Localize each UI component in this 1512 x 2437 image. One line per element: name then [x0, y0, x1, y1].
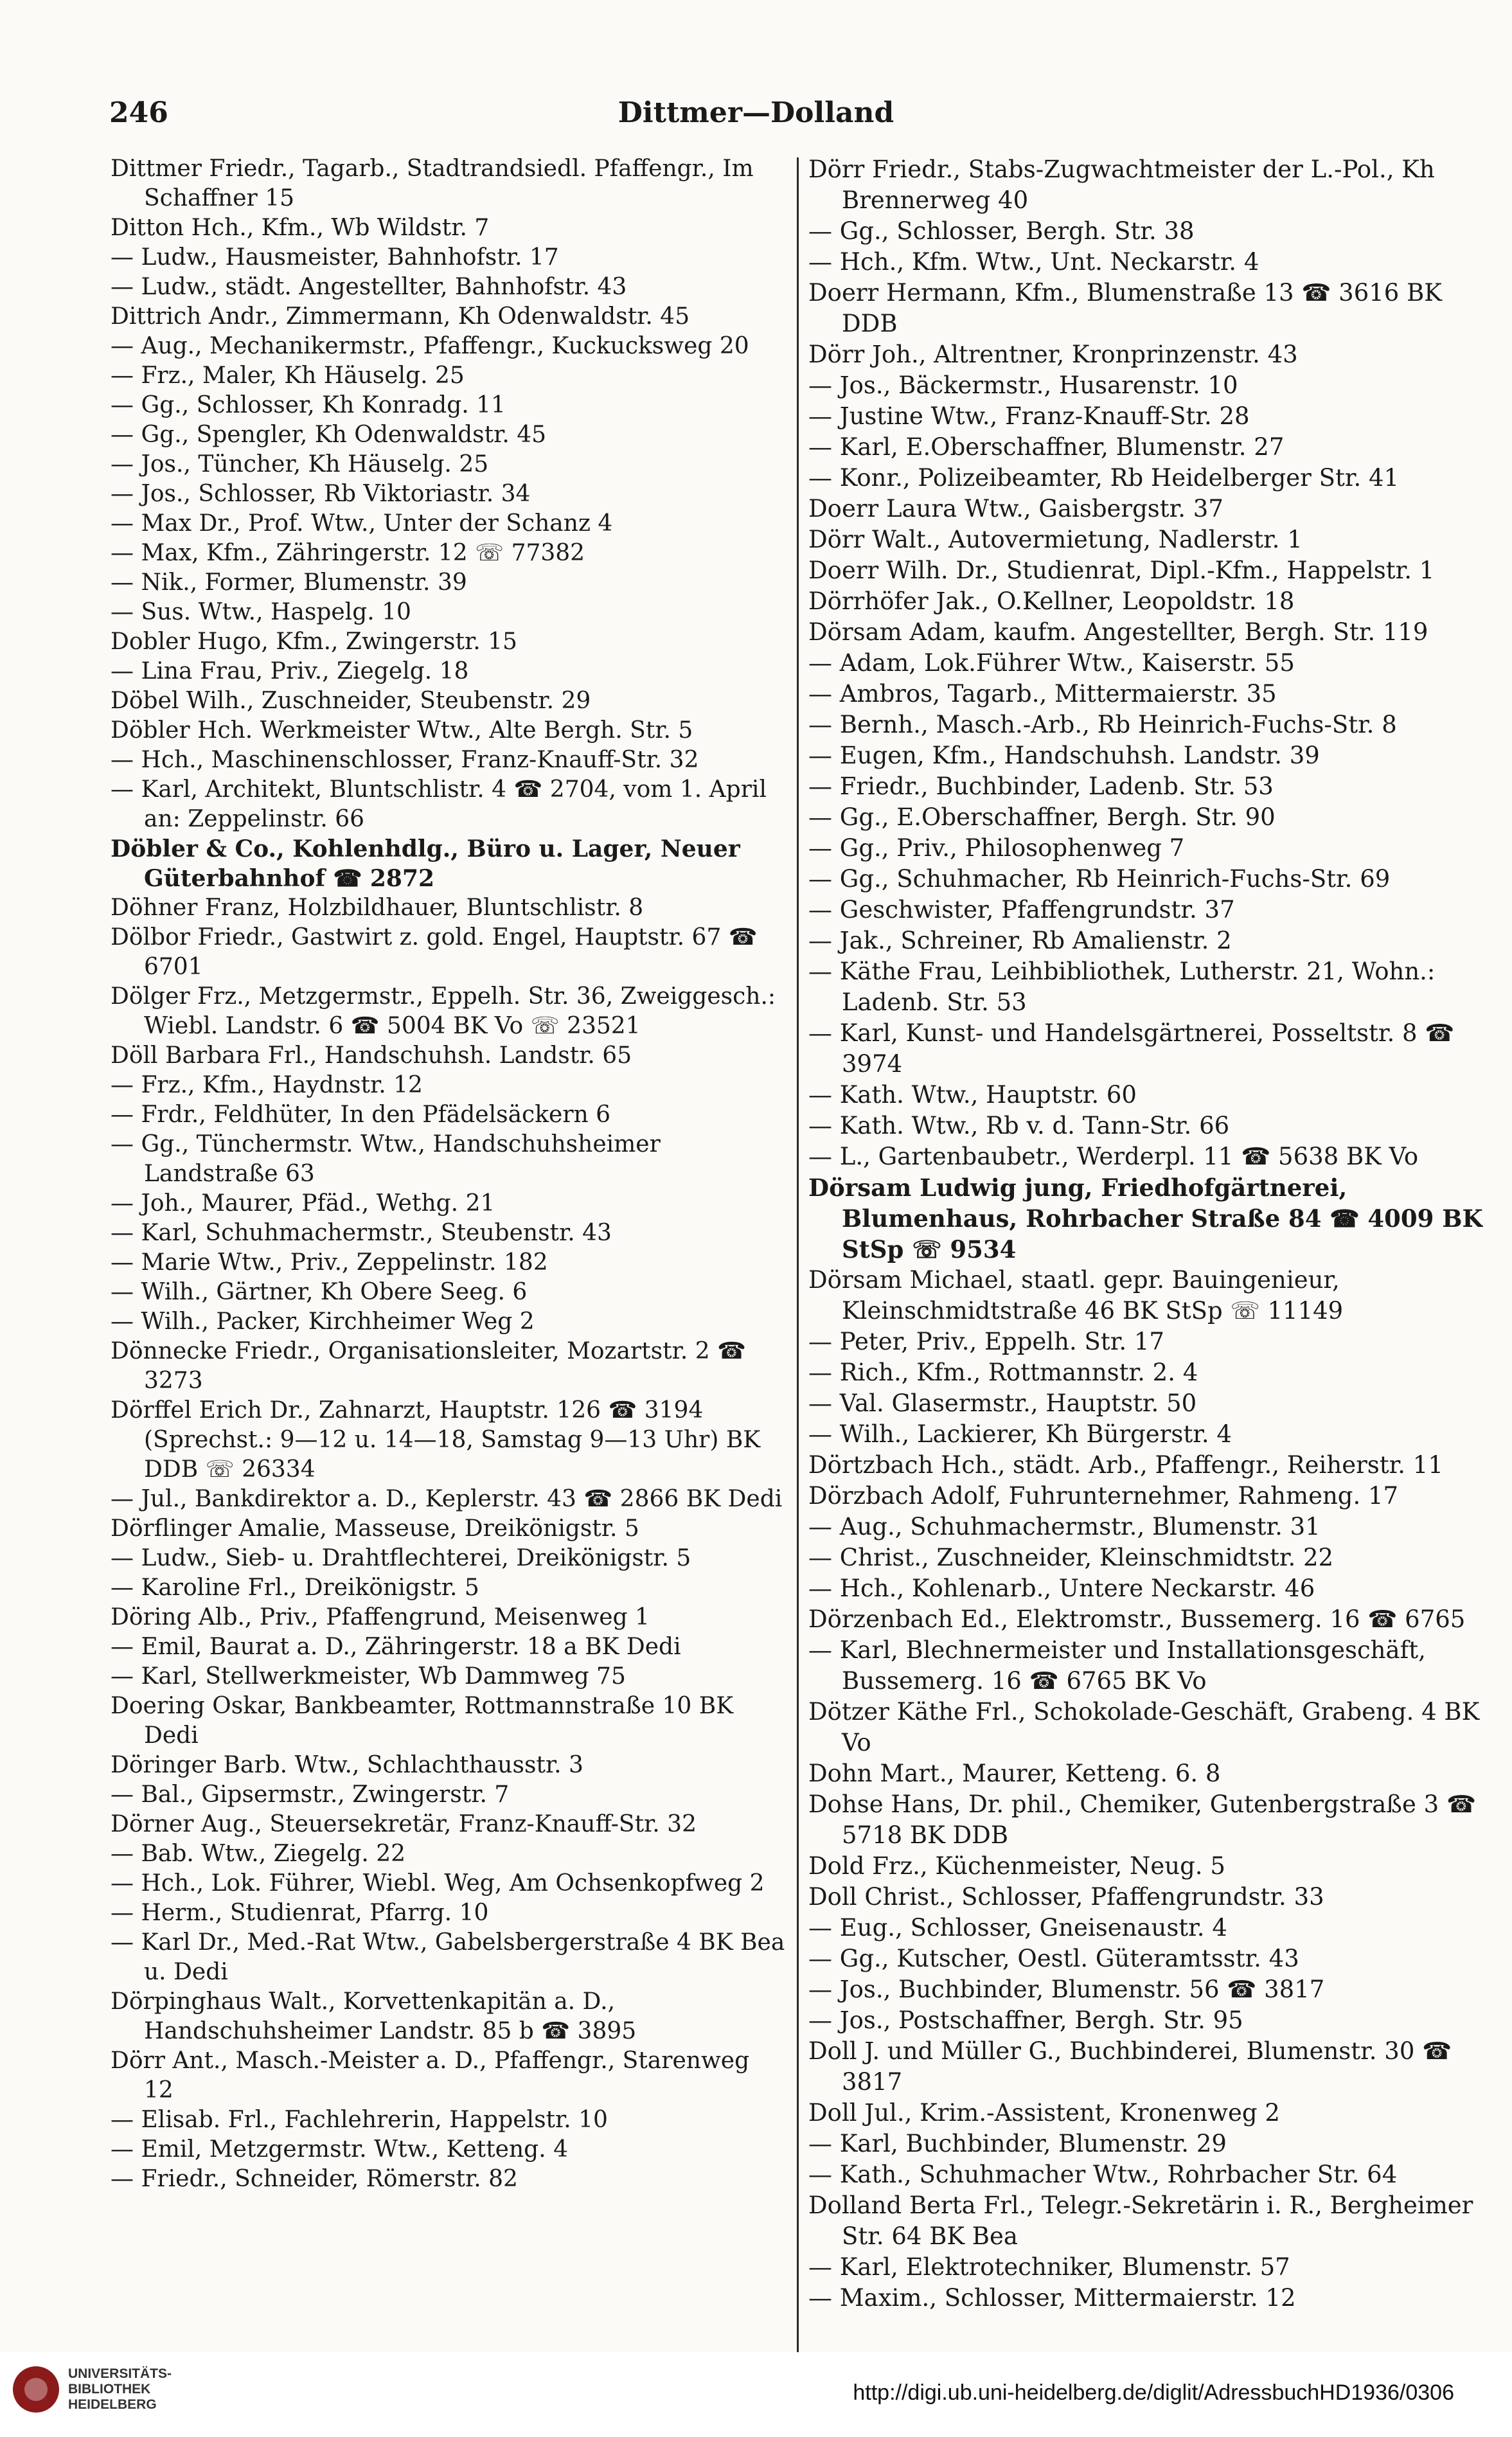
- directory-entry: — Bernh., Masch.-Arb., Rb Heinrich-Fuchs-Str. 8: [808, 711, 1397, 738]
- directory-entry: — Justine Wtw., Franz-Knauff-Str. 28: [808, 402, 1250, 430]
- directory-entry: Döring Alb., Priv., Pfaffengrund, Meisenweg 1: [111, 1604, 650, 1630]
- directory-entry: — Karl, Buchbinder, Blumenstr. 29: [808, 2130, 1227, 2157]
- directory-entry: — Bal., Gipsermstr., Zwingerstr. 7: [111, 1781, 510, 1808]
- directory-entry: — Ludw., städt. Angestellter, Bahnhofstr. 43: [111, 274, 627, 300]
- directory-entry: Dörflinger Amalie, Masseuse, Dreikönigstr. 5: [111, 1515, 639, 1542]
- directory-entry: Döbler & Co., Kohlenhdlg., Büro u. Lager, Neuer Güterbahnhof ☎ 2872: [111, 835, 740, 892]
- directory-entry: — Karl, Stellwerkmeister, Wb Dammweg 75: [111, 1663, 626, 1690]
- directory-entry: Doll Jul., Krim.-Assistent, Kronenweg 2: [808, 2099, 1280, 2127]
- logo-line: BIBLIOTHEK: [68, 2382, 151, 2397]
- directory-entry: Dörsam Michael, staatl. gepr. Bauingenieur, Kleinschmidtstraße 46 BK StSp ☏ 11149: [808, 1266, 1344, 1325]
- directory-entry: — Val. Glasermstr., Hauptstr. 50: [808, 1389, 1197, 1417]
- directory-entry: — Karl, Kunst- und Handelsgärtnerei, Posseltstr. 8 ☎ 3974: [808, 1019, 1455, 1078]
- directory-entry: Dittmer Friedr., Tagarb., Stadtrandsiedl. Pfaffengr., Im Schaffner 15: [111, 156, 754, 211]
- directory-entry: — L., Gartenbaubetr., Werderpl. 11 ☎ 5638 BK Vo: [808, 1143, 1419, 1170]
- directory-entry: — Jak., Schreiner, Rb Amalienstr. 2: [808, 927, 1232, 954]
- directory-entry: — Maxim., Schlosser, Mittermaierstr. 12: [808, 2284, 1296, 2312]
- directory-entry: Döhner Franz, Holzbildhauer, Bluntschlistr. 8: [111, 895, 644, 921]
- directory-entry: — Eug., Schlosser, Gneisenaustr. 4: [808, 1914, 1227, 1942]
- logo-text: [68, 2366, 172, 2413]
- directory-entry: — Jos., Bäckermstr., Husarenstr. 10: [808, 371, 1238, 399]
- logo-line: HEIDELBERG: [68, 2397, 157, 2412]
- directory-entry: Döbler Hch. Werkmeister Wtw., Alte Bergh. Str. 5: [111, 717, 693, 744]
- directory-entry: — Aug., Schuhmachermstr., Blumenstr. 31: [808, 1513, 1321, 1540]
- directory-entry: — Karl, Blechnermeister und Installationsgeschäft, Bussemerg. 16 ☎ 6765 BK Vo: [808, 1636, 1426, 1695]
- directory-entry: — Geschwister, Pfaffengrundstr. 37: [808, 896, 1235, 924]
- directory-entry: — Jos., Tüncher, Kh Häuselg. 25: [111, 451, 489, 478]
- directory-entry: — Bab. Wtw., Ziegelg. 22: [111, 1841, 406, 1867]
- permalink-url[interactable]: http://digi.ub.uni-heidelberg.de/diglit/AdressbuchHD1936/0306: [853, 2380, 1454, 2405]
- directory-entry: — Lina Frau, Priv., Ziegelg. 18: [111, 658, 469, 684]
- directory-entry: — Frdr., Feldhüter, In den Pfädelsäckern 6: [111, 1102, 611, 1128]
- directory-entry: — Karl, Architekt, Bluntschlistr. 4 ☎ 2704, vom 1. April an: Zeppelinstr. 66: [111, 776, 767, 832]
- directory-entry: Dönnecke Friedr., Organisationsleiter, Mozartstr. 2 ☎ 3273: [111, 1338, 746, 1394]
- directory-entry: Dolland Berta Frl., Telegr.-Sekretärin i. R., Bergheimer Str. 64 BK Bea: [808, 2192, 1473, 2250]
- directory-entry: — Frz., Maler, Kh Häuselg. 25: [111, 362, 465, 389]
- page-header: [109, 96, 1403, 141]
- library-logo[interactable]: [13, 2366, 172, 2413]
- directory-entry: Dörzenbach Ed., Elektromstr., Bussemerg. 16 ☎ 6765: [808, 1605, 1466, 1633]
- directory-entry: Dörr Ant., Masch.-Meister a. D., Pfaffengr., Starenweg 12: [111, 2048, 750, 2103]
- directory-entry: Dohn Mart., Maurer, Ketteng. 6. 8: [808, 1760, 1221, 1787]
- directory-entry: Dölbor Friedr., Gastwirt z. gold. Engel, Hauptstr. 67 ☎ 6701: [111, 924, 758, 980]
- directory-entry: Dörsam Adam, kaufm. Angestellter, Bergh. Str. 119: [808, 618, 1428, 646]
- directory-entry: — Christ., Zuschneider, Kleinschmidtstr. 22: [808, 1544, 1334, 1571]
- directory-entry: — Nik., Former, Blumenstr. 39: [111, 569, 467, 596]
- directory-entry: — Hch., Lok. Führer, Wiebl. Weg, Am Ochsenkopfweg 2: [111, 1870, 765, 1897]
- directory-entry: Dörr Joh., Altrentner, Kronprinzenstr. 43: [808, 341, 1298, 368]
- directory-entry: Döringer Barb. Wtw., Schlachthausstr. 3: [111, 1752, 583, 1778]
- running-title: Dittmer—Dolland: [618, 96, 894, 129]
- directory-entry: — Rich., Kfm., Rottmannstr. 2. 4: [808, 1359, 1198, 1386]
- directory-entry: — Jos., Schlosser, Rb Viktoriastr. 34: [111, 481, 531, 507]
- directory-entry: Dörr Friedr., Stabs-Zugwachtmeister der L.-Pol., Kh Brennerweg 40: [808, 156, 1435, 214]
- directory-entry: — Marie Wtw., Priv., Zeppelinstr. 182: [111, 1249, 548, 1276]
- directory-entry: — Gg., E.Oberschaffner, Bergh. Str. 90: [808, 803, 1276, 831]
- directory-entry: — Karl, Schuhmachermstr., Steubenstr. 43: [111, 1220, 612, 1246]
- directory-entry: — Gg., Tünchermstr. Wtw., Handschuhsheimer Landstraße 63: [111, 1131, 661, 1187]
- logo-line: UNIVERSITÄTS-: [68, 2366, 172, 2381]
- column-divider: [797, 157, 799, 2420]
- directory-entry: — Elisab. Frl., Fachlehrerin, Happelstr. 10: [111, 2107, 608, 2133]
- directory-entry: — Hch., Kfm. Wtw., Unt. Neckarstr. 4: [808, 248, 1259, 276]
- directory-entry: Dörner Aug., Steuersekretär, Franz-Knauff-Str. 32: [111, 1811, 697, 1837]
- directory-entry: — Ambros, Tagarb., Mittermaierstr. 35: [808, 680, 1277, 708]
- directory-entry: Dobler Hugo, Kfm., Zwingerstr. 15: [111, 629, 517, 655]
- directory-entry: — Wilh., Lackierer, Kh Bürgerstr. 4: [808, 1420, 1232, 1448]
- directory-entry: — Friedr., Schneider, Römerstr. 82: [111, 2166, 518, 2192]
- directory-entry: — Max Dr., Prof. Wtw., Unter der Schanz 4: [111, 510, 613, 537]
- university-seal-icon: [13, 2366, 59, 2413]
- directory-entry: — Gg., Priv., Philosophenweg 7: [808, 834, 1185, 862]
- directory-entry: — Wilh., Gärtner, Kh Obere Seeg. 6: [111, 1279, 528, 1305]
- directory-entry: — Gg., Schlosser, Kh Konradg. 11: [111, 392, 506, 418]
- directory-entry: — Karoline Frl., Dreikönigstr. 5: [111, 1575, 479, 1601]
- directory-entry: Dohse Hans, Dr. phil., Chemiker, Gutenbergstraße 3 ☎ 5718 BK DDB: [808, 1790, 1477, 1849]
- directory-entry: — Ludw., Sieb- u. Drahtflechterei, Dreikönigstr. 5: [111, 1545, 691, 1571]
- directory-entry: — Emil, Baurat a. D., Zähringerstr. 18 a BK Dedi: [111, 1634, 681, 1660]
- directory-entry: Dörr Walt., Autovermietung, Nadlerstr. 1: [808, 526, 1303, 553]
- directory-entry: Dörzbach Adolf, Fuhrunternehmer, Rahmeng. 17: [808, 1482, 1399, 1510]
- directory-entry: Ditton Hch., Kfm., Wb Wildstr. 7: [111, 215, 490, 241]
- directory-entry: Doerr Wilh. Dr., Studienrat, Dipl.-Kfm., Happelstr. 1: [808, 557, 1435, 584]
- directory-entry: — Wilh., Packer, Kirchheimer Weg 2: [111, 1308, 535, 1335]
- directory-entry: — Kath. Wtw., Hauptstr. 60: [808, 1081, 1137, 1109]
- directory-entry: — Kath. Wtw., Rb v. d. Tann-Str. 66: [808, 1112, 1230, 1139]
- directory-entry: — Friedr., Buchbinder, Ladenb. Str. 53: [808, 772, 1274, 800]
- page-number: 246: [109, 96, 168, 129]
- directory-entry: Dötzer Käthe Frl., Schokolade-Geschäft, Grabeng. 4 BK Vo: [808, 1698, 1480, 1756]
- directory-entry: — Gg., Kutscher, Oestl. Güteramtsstr. 43: [808, 1945, 1299, 1972]
- directory-entry: — Gg., Spengler, Kh Odenwaldstr. 45: [111, 422, 547, 448]
- directory-entry: Doerr Laura Wtw., Gaisbergstr. 37: [808, 495, 1223, 522]
- directory-entry: — Karl Dr., Med.-Rat Wtw., Gabelsbergerstraße 4 BK Bea u. Dedi: [111, 1929, 785, 1985]
- left-column: [111, 154, 785, 2194]
- directory-entry: — Kath., Schuhmacher Wtw., Rohrbacher Str. 64: [808, 2161, 1398, 2188]
- right-column: [808, 154, 1483, 2314]
- directory-entry: — Hch., Maschinenschlosser, Franz-Knauff-Str. 32: [111, 747, 699, 773]
- directory-entry: — Käthe Frau, Leihbibliothek, Lutherstr. 21, Wohn.: Ladenb. Str. 53: [808, 958, 1436, 1016]
- directory-entry: — Jul., Bankdirektor a. D., Keplerstr. 43 ☎ 2866 BK Dedi: [111, 1486, 783, 1512]
- directory-entry: Döbel Wilh., Zuschneider, Steubenstr. 29: [111, 688, 591, 714]
- directory-entry: — Eugen, Kfm., Handschuhsh. Landstr. 39: [808, 742, 1320, 769]
- directory-entry: Doering Oskar, Bankbeamter, Rottmannstraße 10 BK Dedi: [111, 1693, 734, 1749]
- directory-entry: — Peter, Priv., Eppelh. Str. 17: [808, 1328, 1164, 1355]
- directory-entry: — Sus. Wtw., Haspelg. 10: [111, 599, 411, 625]
- directory-entry: Dölger Frz., Metzgermstr., Eppelh. Str. 36, Zweiggesch.: Wiebl. Landstr. 6 ☎ 5004 BK Vo ☏ 23521: [111, 983, 776, 1039]
- directory-entry: — Emil, Metzgermstr. Wtw., Ketteng. 4: [111, 2136, 568, 2163]
- directory-entry: Dörsam Ludwig jung, Friedhofgärtnerei, Blumenhaus, Rohrbacher Straße 84 ☎ 4009 BK StSp ☏ 9534: [808, 1174, 1483, 1263]
- directory-entry: — Karl, E.Oberschaffner, Blumenstr. 27: [808, 433, 1285, 461]
- footer-bar: [0, 2352, 1512, 2437]
- directory-entry: Dittrich Andr., Zimmermann, Kh Odenwaldstr. 45: [111, 303, 690, 330]
- directory-entry: — Jos., Postschaffner, Bergh. Str. 95: [808, 2006, 1243, 2034]
- directory-entry: Dold Frz., Küchenmeister, Neug. 5: [808, 1852, 1225, 1880]
- directory-entry: — Ludw., Hausmeister, Bahnhofstr. 17: [111, 244, 559, 271]
- directory-entry: Dörtzbach Hch., städt. Arb., Pfaffengr., Reiherstr. 11: [808, 1451, 1443, 1479]
- directory-entry: — Adam, Lok.Führer Wtw., Kaiserstr. 55: [808, 649, 1295, 677]
- directory-entry: — Max, Kfm., Zähringerstr. 12 ☏ 77382: [111, 540, 585, 566]
- directory-entry: Doll Christ., Schlosser, Pfaffengrundstr. 33: [808, 1883, 1324, 1911]
- directory-entry: — Joh., Maurer, Pfäd., Wethg. 21: [111, 1190, 495, 1217]
- directory-entry: — Gg., Schuhmacher, Rb Heinrich-Fuchs-Str. 69: [808, 865, 1391, 893]
- directory-entry: — Konr., Polizeibeamter, Rb Heidelberger Str. 41: [808, 464, 1400, 492]
- directory-entry: — Jos., Buchbinder, Blumenstr. 56 ☎ 3817: [808, 1976, 1325, 2003]
- directory-entry: Döll Barbara Frl., Handschuhsh. Landstr. 65: [111, 1042, 632, 1069]
- directory-entry: Doll J. und Müller G., Buchbinderei, Blumenstr. 30 ☎ 3817: [808, 2037, 1452, 2096]
- directory-entry: — Karl, Elektrotechniker, Blumenstr. 57: [808, 2253, 1290, 2281]
- directory-entry: Doerr Hermann, Kfm., Blumenstraße 13 ☎ 3616 BK DDB: [808, 279, 1442, 337]
- directory-entry: — Frz., Kfm., Haydnstr. 12: [111, 1072, 423, 1098]
- directory-entry: — Hch., Kohlenarb., Untere Neckarstr. 46: [808, 1575, 1315, 1602]
- directory-entry: Dörffel Erich Dr., Zahnarzt, Hauptstr. 126 ☎ 3194 (Sprechst.: 9—12 u. 14—18, Samstag 9—13 Uhr) BK DDB ☏ 26334: [111, 1397, 761, 1483]
- directory-entry: — Gg., Schlosser, Bergh. Str. 38: [808, 217, 1195, 245]
- directory-entry: Dörpinghaus Walt., Korvettenkapitän a. D., Handschuhsheimer Landstr. 85 b ☎ 3895: [111, 1988, 637, 2044]
- directory-entry: Dörrhöfer Jak., O.Kellner, Leopoldstr. 18: [808, 587, 1295, 615]
- directory-entry: — Herm., Studienrat, Pfarrg. 10: [111, 1900, 489, 1926]
- directory-entry: — Aug., Mechanikermstr., Pfaffengr., Kuckucksweg 20: [111, 333, 749, 359]
